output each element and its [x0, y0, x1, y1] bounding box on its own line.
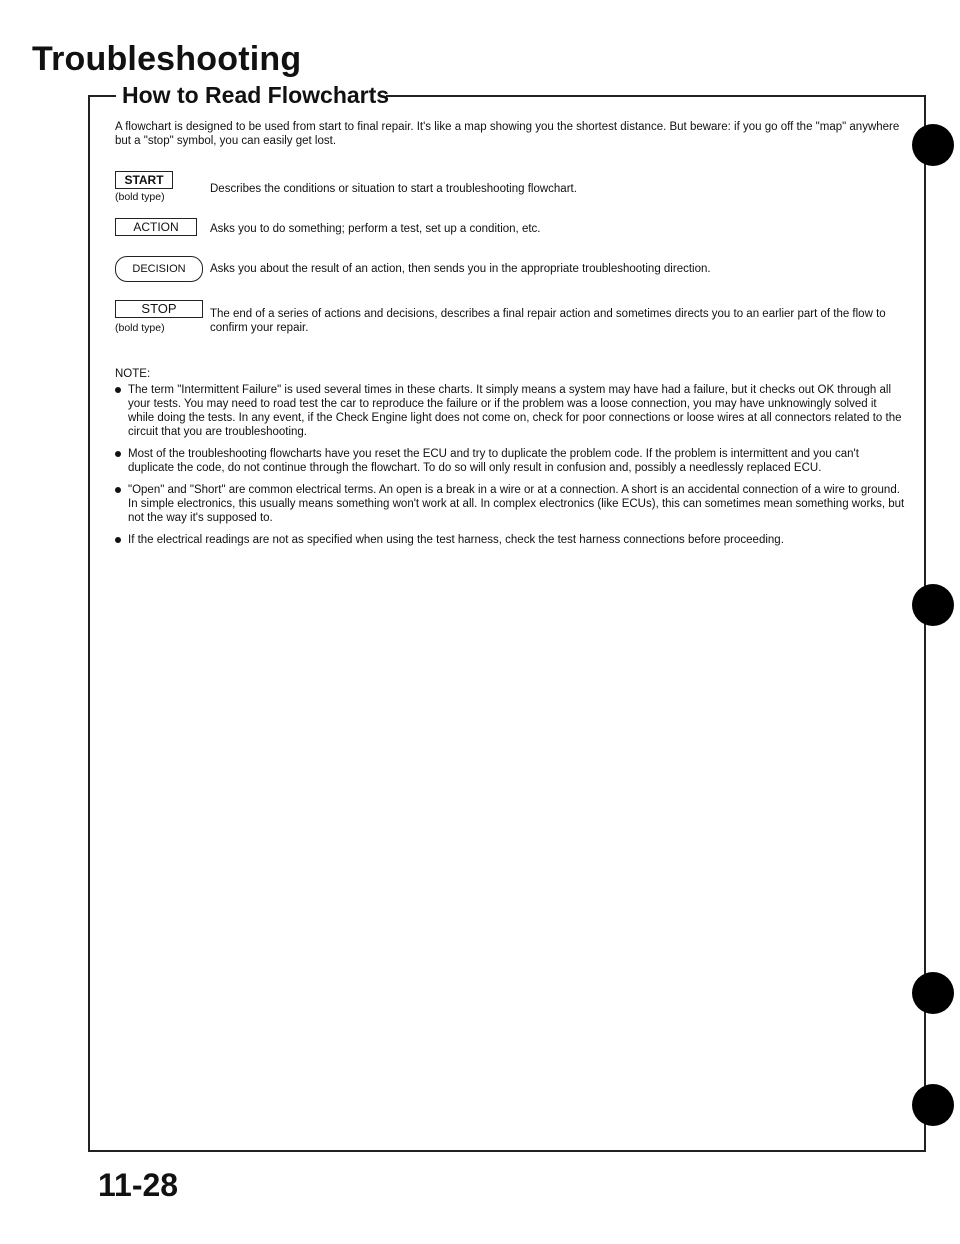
note-text: "Open" and "Short" are common electrical terms. An open is a break in a wire or at a connection. A short is an accidental connection of a wire to ground. In simple electronics, this usually means something won't work at all. In complex electronics (like ECUs), this can sometimes mean something works, but not the way it's supposed to. [128, 484, 905, 524]
frame-line [386, 95, 926, 97]
start-symbol: START [115, 171, 173, 189]
notes-block [115, 367, 905, 555]
stop-symbol-note: (bold type) [115, 322, 165, 334]
note-item [115, 533, 905, 547]
frame-line [88, 95, 90, 1150]
page-title: Troubleshooting [32, 40, 302, 78]
action-description: Asks you to do something; perform a test, set up a condition, etc. [210, 223, 541, 235]
action-symbol: ACTION [115, 218, 197, 236]
note-heading: NOTE: [115, 368, 151, 380]
bullet-icon [115, 387, 121, 393]
page-number: 11-28 [98, 1167, 179, 1203]
binder-hole [912, 972, 954, 1014]
bullet-icon [115, 537, 121, 543]
frame-line [88, 95, 116, 97]
note-text: The term "Intermittent Failure" is used several times in these charts. It simply means a system may have had a failure, but it checks out OK through all your tests. You may need to road test the car to reproduce the failure or if the problem was a loose connection, you may have unknowingly solved it while doing the tests. In any event, if the Check Engine light does not come on, check for poor connections or loose wires at all connectors related to the circuit that you are troubleshooting. [128, 384, 902, 438]
start-symbol-note: (bold type) [115, 191, 165, 203]
bullet-icon [115, 487, 121, 493]
decision-description: Asks you about the result of an action, then sends you in the appropriate troubleshooting direction. [210, 263, 711, 275]
start-description: Describes the conditions or situation to start a troubleshooting flowchart. [210, 183, 577, 195]
note-item [115, 447, 905, 475]
binder-hole [912, 1084, 954, 1126]
stop-symbol: STOP [115, 300, 203, 318]
legend-row-start [115, 171, 905, 211]
decision-symbol: DECISION [115, 256, 203, 282]
legend-row-stop [115, 300, 905, 340]
section-title: How to Read Flowcharts [122, 82, 390, 108]
note-text: Most of the troubleshooting flowcharts have you reset the ECU and try to duplicate the problem code. If the problem is intermittent and you can't duplicate the code, do not continue through the flowchart. To do so will only result in confusion and, possibly a needlessly replaced ECU. [128, 448, 859, 474]
binder-hole [912, 584, 954, 626]
stop-description: The end of a series of actions and decisions, describes a final repair action and sometimes directs you to an earlier part of the flow to confirm your repair. [210, 308, 886, 334]
note-item [115, 483, 905, 525]
intro-paragraph: A flowchart is designed to be used from start to final repair. It's like a map showing you the shortest distance. But beware: if you go off the "map" anywhere but a "stop" symbol, you can easily get lost. [115, 121, 900, 147]
bullet-icon [115, 451, 121, 457]
note-list [115, 383, 905, 547]
binder-hole [912, 124, 954, 166]
intro-block [115, 120, 905, 148]
note-text: If the electrical readings are not as specified when using the test harness, check the test harness connections before proceeding. [128, 534, 784, 546]
legend-row-decision [115, 256, 905, 284]
note-item [115, 383, 905, 439]
frame-line [88, 1150, 926, 1152]
legend-row-action [115, 218, 905, 242]
